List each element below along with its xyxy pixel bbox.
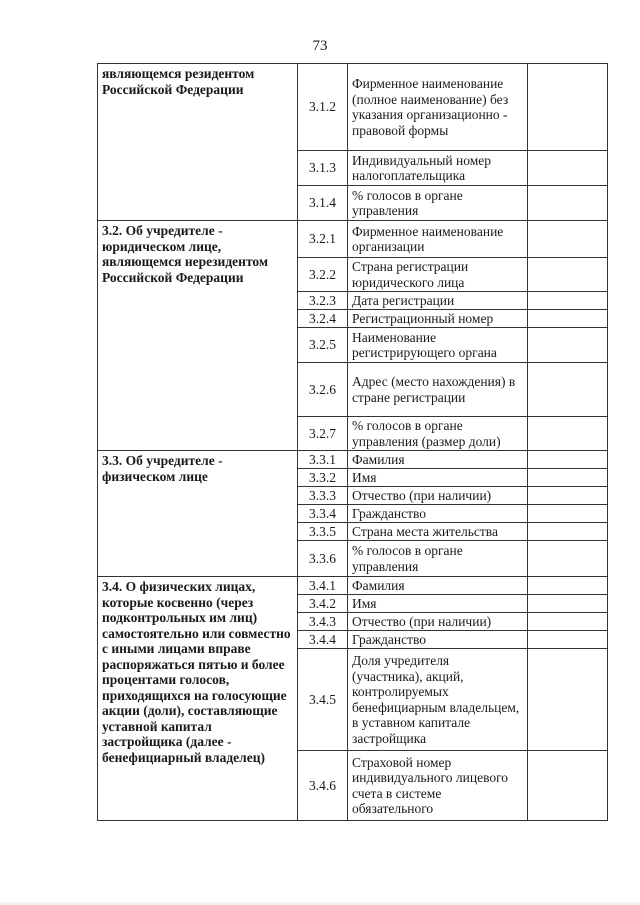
value-cell xyxy=(528,469,608,487)
item-description: Дата регистрации xyxy=(348,292,528,310)
value-cell xyxy=(528,451,608,469)
item-number: 3.1.2 xyxy=(298,64,348,151)
value-cell xyxy=(528,64,608,151)
item-number: 3.1.3 xyxy=(298,151,348,186)
item-number: 3.4.4 xyxy=(298,631,348,649)
value-cell xyxy=(528,595,608,613)
form-table xyxy=(97,63,608,821)
value-cell xyxy=(528,328,608,363)
value-cell xyxy=(528,310,608,328)
item-description: Фамилия xyxy=(348,451,528,469)
item-number: 3.2.4 xyxy=(298,310,348,328)
item-description: Страна места жительства xyxy=(348,523,528,541)
value-cell xyxy=(528,523,608,541)
item-description: Адрес (место нахождения) в стране регистрации xyxy=(348,363,528,417)
item-description: Страховой номер индивидуального лицевого счета в системе обязательного xyxy=(348,751,528,821)
item-number: 3.3.5 xyxy=(298,523,348,541)
item-number: 3.2.1 xyxy=(298,221,348,258)
item-description: Имя xyxy=(348,469,528,487)
table-row xyxy=(98,451,608,469)
item-number: 3.2.2 xyxy=(298,258,348,292)
item-number: 3.4.3 xyxy=(298,613,348,631)
item-description: Наименование регистрирующего органа xyxy=(348,328,528,363)
table-row xyxy=(98,221,608,258)
item-description: Фирменное наименование организации xyxy=(348,221,528,258)
item-number: 3.4.1 xyxy=(298,577,348,595)
section-title: 3.2. Об учредителе - юридическом лице, являющемся нерезидентом Российской Федерации xyxy=(98,221,298,451)
value-cell xyxy=(528,541,608,577)
item-number: 3.2.3 xyxy=(298,292,348,310)
item-number: 3.3.6 xyxy=(298,541,348,577)
value-cell xyxy=(528,649,608,751)
item-number: 3.4.5 xyxy=(298,649,348,751)
item-description: Отчество (при наличии) xyxy=(348,487,528,505)
item-description: Индивидуальный номер налогоплательщика xyxy=(348,151,528,186)
item-description: % голосов в органе управления xyxy=(348,186,528,221)
table-row xyxy=(98,577,608,595)
value-cell xyxy=(528,505,608,523)
section-title: 3.4. О физических лицах, которые косвенно (через подконтрольных им лиц) самостоятельно или совместно с иными лицами вправе распоряжаться пятью и более процентами голосов, приходящихся на голосующие акции (доли), составляющие уставной капитал застройщика (далее - бенефициарный владелец) xyxy=(98,577,298,821)
value-cell xyxy=(528,577,608,595)
item-number: 3.3.4 xyxy=(298,505,348,523)
item-description: Гражданство xyxy=(348,505,528,523)
value-cell xyxy=(528,363,608,417)
section-title: 3.3. Об учредителе - физическом лице xyxy=(98,451,298,577)
section-title: являющемся резидентом Российской Федерации xyxy=(98,64,298,221)
item-description: % голосов в органе управления (размер доли) xyxy=(348,417,528,451)
item-number: 3.4.6 xyxy=(298,751,348,821)
item-number: 3.2.6 xyxy=(298,363,348,417)
item-number: 3.1.4 xyxy=(298,186,348,221)
value-cell xyxy=(528,186,608,221)
item-number: 3.2.7 xyxy=(298,417,348,451)
page-number: 73 xyxy=(312,38,328,54)
value-cell xyxy=(528,631,608,649)
item-description: Гражданство xyxy=(348,631,528,649)
item-description: % голосов в органе управления xyxy=(348,541,528,577)
value-cell xyxy=(528,221,608,258)
item-description: Отчество (при наличии) xyxy=(348,613,528,631)
item-description: Регистрационный номер xyxy=(348,310,528,328)
item-number: 3.3.2 xyxy=(298,469,348,487)
item-number: 3.3.1 xyxy=(298,451,348,469)
item-number: 3.4.2 xyxy=(298,595,348,613)
item-description: Страна регистрации юридического лица xyxy=(348,258,528,292)
item-description: Доля учредителя (участника), акций, контролируемых бенефициарным владельцем, в уставном капитале застройщика xyxy=(348,649,528,751)
table-row xyxy=(98,64,608,151)
value-cell xyxy=(528,487,608,505)
item-number: 3.3.3 xyxy=(298,487,348,505)
value-cell xyxy=(528,151,608,186)
item-description: Фирменное наименование (полное наименование) без указания организационно - правовой формы xyxy=(348,64,528,151)
value-cell xyxy=(528,417,608,451)
value-cell xyxy=(528,751,608,821)
value-cell xyxy=(528,613,608,631)
value-cell xyxy=(528,292,608,310)
item-number: 3.2.5 xyxy=(298,328,348,363)
item-description: Имя xyxy=(348,595,528,613)
item-description: Фамилия xyxy=(348,577,528,595)
value-cell xyxy=(528,258,608,292)
